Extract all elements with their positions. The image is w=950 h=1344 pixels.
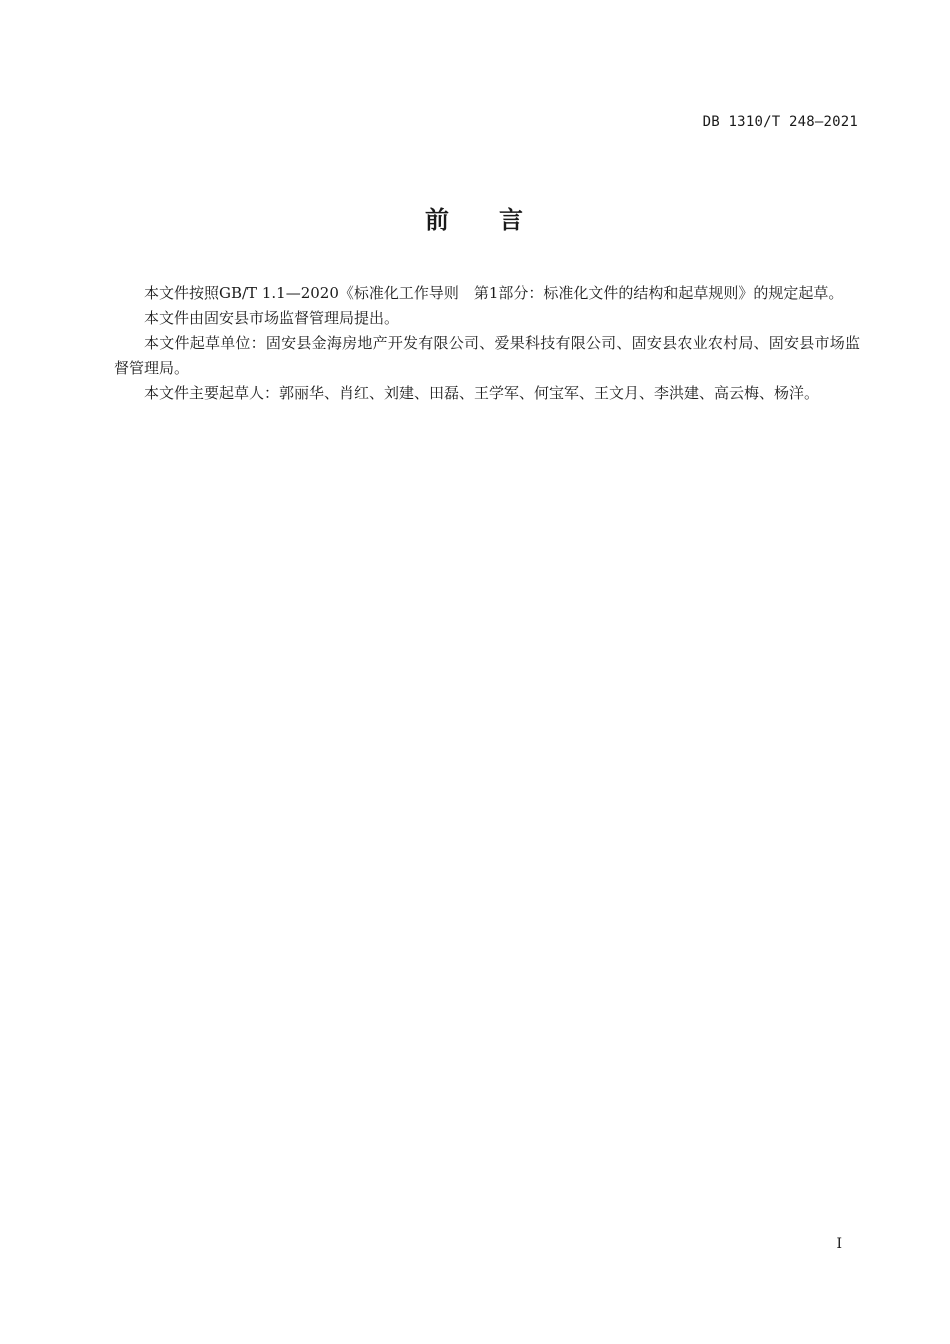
paragraph-drafting-rules: 本文件按照GB/T 1.1—2020《标准化工作导则 第1部分：标准化文件的结构和起草规则》的规定起草。 (144, 284, 844, 302)
title-char-left: 前 (425, 206, 451, 234)
page-number: I (836, 1236, 842, 1252)
title-char-right: 言 (499, 206, 525, 234)
paragraph-drafting-units: 本文件起草单位：固安县金海房地产开发有限公司、爱果科技有限公司、固安县农业农村局、固安县市场监督管理局。 (114, 334, 860, 377)
document-code: DB 1310/T 248—2021 (702, 114, 858, 130)
page-title (0, 200, 950, 235)
foreword-body (114, 281, 860, 406)
paragraph-drafters: 本文件主要起草人：郭丽华、肖红、刘建、田磊、王学军、何宝军、王文月、李洪建、高云梅、杨洋。 (144, 384, 820, 402)
paragraph-proposer: 本文件由固安县市场监督管理局提出。 (144, 309, 400, 327)
